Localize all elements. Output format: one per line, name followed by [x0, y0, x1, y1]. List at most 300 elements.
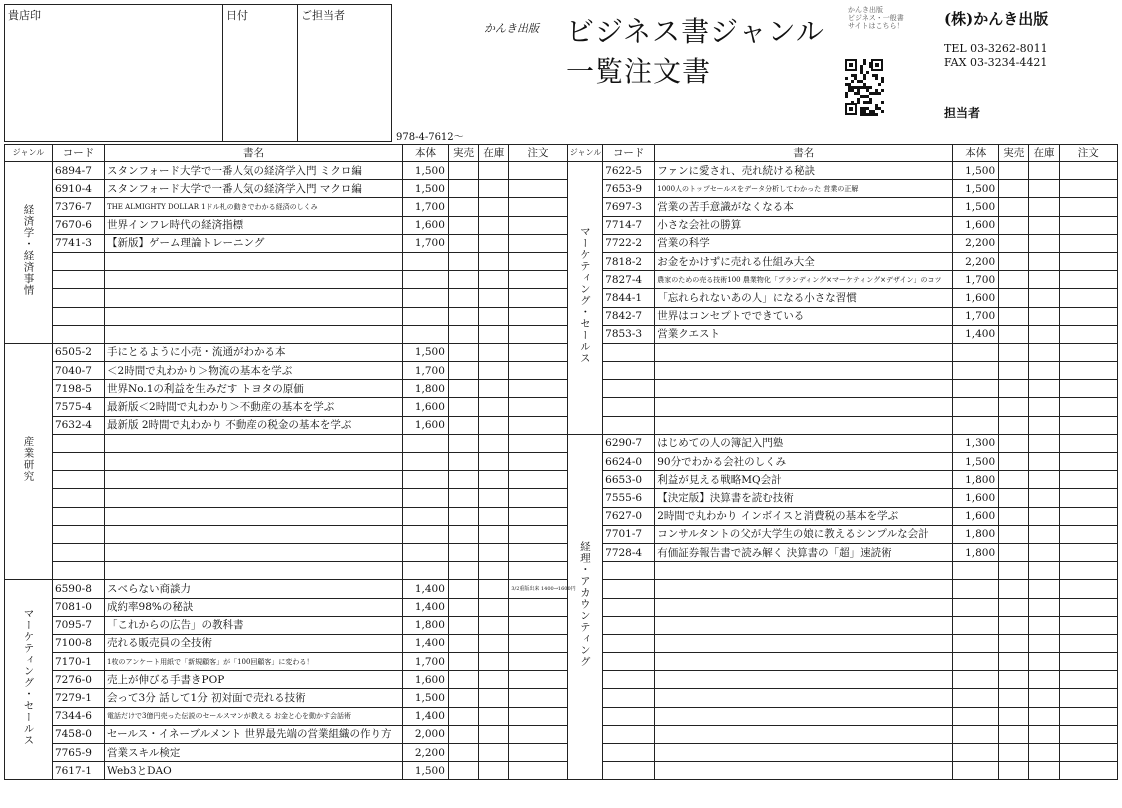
stock-field[interactable]	[1029, 416, 1059, 434]
sold-field[interactable]	[999, 453, 1029, 471]
stock-field[interactable]	[1029, 671, 1059, 689]
sold-field[interactable]	[999, 325, 1029, 343]
book-code: 7818-2	[603, 252, 655, 270]
order-field[interactable]	[1059, 762, 1117, 780]
stock-field[interactable]	[479, 689, 509, 707]
book-code: 7728-4	[603, 543, 655, 561]
col-code: コード	[52, 145, 104, 162]
book-price: 1,500	[403, 689, 449, 707]
stock-field[interactable]	[479, 598, 509, 616]
sold-field[interactable]	[448, 580, 478, 598]
book-price	[403, 289, 449, 307]
order-field[interactable]	[509, 416, 567, 434]
stock-field[interactable]	[1029, 198, 1059, 216]
book-code	[603, 380, 655, 398]
genre-text: 経理・アカウンティング	[578, 541, 591, 668]
stock-field[interactable]	[1029, 689, 1059, 707]
sold-field[interactable]	[448, 216, 478, 234]
book-price: 1,800	[953, 525, 999, 543]
stock-field[interactable]	[479, 453, 509, 471]
sold-field[interactable]	[999, 744, 1029, 762]
sold-field[interactable]	[999, 525, 1029, 543]
order-field[interactable]	[509, 380, 567, 398]
sold-field[interactable]	[999, 598, 1029, 616]
order-field[interactable]	[1059, 634, 1117, 652]
table-row	[5, 398, 1118, 416]
stock-field[interactable]	[1029, 507, 1059, 525]
book-title: 会って3分 話して1分 初対面で売れる技術	[105, 689, 403, 707]
sold-field[interactable]	[999, 653, 1029, 671]
stock-field[interactable]	[479, 289, 509, 307]
sold-field[interactable]	[999, 762, 1029, 780]
sold-field[interactable]	[999, 689, 1029, 707]
stock-field[interactable]	[479, 525, 509, 543]
sold-field[interactable]	[448, 616, 478, 634]
sold-field[interactable]	[999, 380, 1029, 398]
stock-field[interactable]	[479, 634, 509, 652]
book-title	[105, 525, 403, 543]
col-title: 書名	[105, 145, 403, 162]
order-field[interactable]	[1059, 598, 1117, 616]
sold-field[interactable]	[448, 725, 478, 743]
order-field[interactable]	[1059, 616, 1117, 634]
sold-field[interactable]	[999, 252, 1029, 270]
order-field[interactable]	[509, 598, 567, 616]
stock-field[interactable]	[1029, 398, 1059, 416]
table-row	[5, 616, 1118, 634]
order-field[interactable]	[509, 507, 567, 525]
order-field[interactable]	[509, 634, 567, 652]
table-row	[5, 653, 1118, 671]
sold-field[interactable]	[999, 343, 1029, 361]
order-field[interactable]	[509, 434, 567, 452]
sold-field[interactable]	[999, 271, 1029, 289]
stock-field[interactable]	[479, 380, 509, 398]
sold-field[interactable]	[448, 362, 478, 380]
table-row	[5, 471, 1118, 489]
table-row	[5, 271, 1118, 289]
sold-field[interactable]	[999, 398, 1029, 416]
order-field[interactable]	[1059, 325, 1117, 343]
stock-field[interactable]	[479, 162, 509, 180]
stock-field[interactable]	[1029, 562, 1059, 580]
book-price	[403, 271, 449, 289]
book-title: 1000人のトップセールスをデータ分析してわかった 営業の正解	[655, 180, 953, 198]
page-title: ビジネス書ジャンル	[566, 15, 825, 48]
book-code: 7100-8	[52, 634, 104, 652]
order-field[interactable]	[509, 325, 567, 343]
sold-field[interactable]	[999, 562, 1029, 580]
book-code: 7458-0	[52, 725, 104, 743]
sold-field[interactable]	[448, 744, 478, 762]
sold-field[interactable]	[448, 398, 478, 416]
order-field[interactable]	[509, 471, 567, 489]
book-code	[52, 507, 104, 525]
stock-field[interactable]	[1029, 180, 1059, 198]
stock-field[interactable]	[479, 744, 509, 762]
stock-field[interactable]	[479, 271, 509, 289]
sold-field[interactable]	[448, 416, 478, 434]
col-order: 注文	[1059, 145, 1117, 162]
order-field[interactable]	[1059, 725, 1117, 743]
order-field[interactable]	[1059, 343, 1117, 361]
order-field[interactable]	[1059, 471, 1117, 489]
book-title	[105, 434, 403, 452]
book-title	[655, 580, 953, 598]
sold-field[interactable]	[999, 234, 1029, 252]
order-field[interactable]	[509, 707, 567, 725]
order-field[interactable]	[509, 489, 567, 507]
stock-field[interactable]	[479, 198, 509, 216]
sold-field[interactable]	[448, 562, 478, 580]
stock-field[interactable]	[1029, 325, 1059, 343]
sold-field[interactable]	[999, 198, 1029, 216]
book-code	[603, 562, 655, 580]
stock-field[interactable]	[479, 307, 509, 325]
order-field[interactable]	[509, 744, 567, 762]
book-code: 6590-8	[52, 580, 104, 598]
order-field[interactable]	[509, 216, 567, 234]
order-field[interactable]	[509, 198, 567, 216]
table-row	[5, 234, 1118, 252]
sold-field[interactable]	[448, 234, 478, 252]
book-price	[953, 580, 999, 598]
stock-field[interactable]	[479, 325, 509, 343]
sold-field[interactable]	[448, 671, 478, 689]
genre-label	[5, 343, 53, 579]
book-code: 7722-2	[603, 234, 655, 252]
stock-field[interactable]	[479, 762, 509, 780]
order-field[interactable]	[1059, 434, 1117, 452]
stock-field[interactable]	[479, 653, 509, 671]
order-note[interactable]: 3/2重版出来 1400→1600円	[509, 580, 567, 598]
book-code: 7670-6	[52, 216, 104, 234]
stock-field[interactable]	[1029, 343, 1059, 361]
book-code: 7276-0	[52, 671, 104, 689]
book-price	[403, 325, 449, 343]
sold-field[interactable]	[999, 580, 1029, 598]
order-field[interactable]	[509, 162, 567, 180]
book-title	[655, 653, 953, 671]
person-field[interactable]	[298, 5, 393, 141]
stock-field[interactable]	[1029, 762, 1059, 780]
sold-field[interactable]	[448, 162, 478, 180]
stock-field[interactable]	[479, 489, 509, 507]
stock-field[interactable]	[1029, 707, 1059, 725]
sold-field[interactable]	[448, 689, 478, 707]
order-field[interactable]	[1059, 489, 1117, 507]
book-price	[953, 362, 999, 380]
order-field[interactable]	[509, 453, 567, 471]
book-code	[52, 543, 104, 561]
order-field[interactable]	[1059, 562, 1117, 580]
stock-field[interactable]	[1029, 634, 1059, 652]
stock-field[interactable]	[479, 580, 509, 598]
book-title	[655, 762, 953, 780]
order-field[interactable]	[509, 616, 567, 634]
book-price	[953, 616, 999, 634]
sold-field[interactable]	[448, 707, 478, 725]
stock-field[interactable]	[1029, 580, 1059, 598]
table-row	[5, 252, 1118, 270]
book-title: はじめての人の簿記入門塾	[655, 434, 953, 452]
stock-field[interactable]	[1029, 434, 1059, 452]
qr-code-icon[interactable]	[844, 58, 884, 116]
sold-field[interactable]	[448, 507, 478, 525]
order-field[interactable]	[509, 343, 567, 361]
sold-field[interactable]	[448, 489, 478, 507]
book-price	[403, 471, 449, 489]
stock-field[interactable]	[1029, 471, 1059, 489]
book-title	[105, 471, 403, 489]
order-field[interactable]	[509, 562, 567, 580]
book-title	[655, 707, 953, 725]
book-price: 1,600	[403, 398, 449, 416]
order-field[interactable]	[1059, 580, 1117, 598]
sold-field[interactable]	[448, 634, 478, 652]
stock-field[interactable]	[479, 416, 509, 434]
sold-field[interactable]	[999, 307, 1029, 325]
order-field[interactable]	[1059, 380, 1117, 398]
order-field[interactable]	[1059, 525, 1117, 543]
sold-field[interactable]	[999, 707, 1029, 725]
order-field[interactable]	[1059, 453, 1117, 471]
table-row	[5, 689, 1118, 707]
sold-field[interactable]	[448, 325, 478, 343]
book-price	[403, 489, 449, 507]
order-field[interactable]	[1059, 162, 1117, 180]
stock-field[interactable]	[479, 216, 509, 234]
stock-field[interactable]	[479, 543, 509, 561]
book-title	[105, 489, 403, 507]
stock-field[interactable]	[1029, 453, 1059, 471]
order-field[interactable]	[509, 289, 567, 307]
order-field[interactable]	[509, 543, 567, 561]
stock-field[interactable]	[1029, 307, 1059, 325]
book-title: 成約率98%の秘訣	[105, 598, 403, 616]
book-price: 1,800	[953, 471, 999, 489]
stock-field[interactable]	[1029, 216, 1059, 234]
book-price: 1,700	[953, 271, 999, 289]
sold-field[interactable]	[448, 307, 478, 325]
stock-field[interactable]	[479, 252, 509, 270]
sold-field[interactable]	[448, 252, 478, 270]
stock-field[interactable]	[1029, 252, 1059, 270]
order-field[interactable]	[509, 180, 567, 198]
date-field[interactable]	[223, 5, 298, 141]
genre-label	[5, 162, 53, 344]
book-price: 1,800	[403, 380, 449, 398]
sold-field[interactable]	[999, 616, 1029, 634]
sold-field[interactable]	[448, 343, 478, 361]
stock-field[interactable]	[479, 562, 509, 580]
sold-field[interactable]	[999, 489, 1029, 507]
col-stock: 在庫	[479, 145, 509, 162]
order-field[interactable]	[1059, 416, 1117, 434]
book-title	[105, 543, 403, 561]
stock-field[interactable]	[479, 434, 509, 452]
sold-field[interactable]	[999, 216, 1029, 234]
stock-field[interactable]	[479, 671, 509, 689]
sold-field[interactable]	[448, 453, 478, 471]
book-code: 7575-4	[52, 398, 104, 416]
order-field[interactable]	[1059, 252, 1117, 270]
book-code: 7344-6	[52, 707, 104, 725]
sold-field[interactable]	[448, 198, 478, 216]
book-title: 有価証券報告書で読み解く 決算書の「超」速読術	[655, 543, 953, 561]
book-title: 手にとるように小売・流通がわかる本	[105, 343, 403, 361]
book-price	[953, 725, 999, 743]
stock-field[interactable]	[1029, 362, 1059, 380]
sold-field[interactable]	[448, 653, 478, 671]
book-title: 世界はコンセプトでできている	[655, 307, 953, 325]
order-field[interactable]	[509, 252, 567, 270]
order-field[interactable]	[509, 398, 567, 416]
shop-stamp-field[interactable]	[5, 5, 223, 141]
book-price	[953, 634, 999, 652]
col-sold: 実売	[999, 145, 1029, 162]
book-code	[52, 307, 104, 325]
stock-field[interactable]	[1029, 543, 1059, 561]
stock-field[interactable]	[1029, 653, 1059, 671]
stock-field[interactable]	[1029, 744, 1059, 762]
stock-field[interactable]	[479, 471, 509, 489]
sold-field[interactable]	[999, 471, 1029, 489]
book-code	[603, 343, 655, 361]
sold-field[interactable]	[999, 543, 1029, 561]
order-field[interactable]	[1059, 216, 1117, 234]
order-field[interactable]	[509, 725, 567, 743]
stock-field[interactable]	[1029, 234, 1059, 252]
order-field[interactable]	[509, 525, 567, 543]
stock-field[interactable]	[1029, 598, 1059, 616]
order-field[interactable]	[509, 234, 567, 252]
sold-field[interactable]	[999, 362, 1029, 380]
sold-field[interactable]	[448, 271, 478, 289]
sold-field[interactable]	[999, 634, 1029, 652]
order-field[interactable]	[509, 762, 567, 780]
sold-field[interactable]	[448, 289, 478, 307]
stock-field[interactable]	[1029, 380, 1059, 398]
stock-field[interactable]	[479, 398, 509, 416]
order-field[interactable]	[1059, 507, 1117, 525]
stock-field[interactable]	[479, 616, 509, 634]
sold-field[interactable]	[999, 416, 1029, 434]
sold-field[interactable]	[999, 180, 1029, 198]
stock-field[interactable]	[1029, 525, 1059, 543]
book-title	[655, 634, 953, 652]
book-code	[603, 744, 655, 762]
order-table	[4, 144, 1118, 780]
order-field[interactable]	[1059, 398, 1117, 416]
sold-field[interactable]	[999, 725, 1029, 743]
book-price: 1,800	[953, 543, 999, 561]
stock-field[interactable]	[479, 343, 509, 361]
order-field[interactable]	[1059, 689, 1117, 707]
stock-field[interactable]	[1029, 616, 1059, 634]
order-field[interactable]	[1059, 543, 1117, 561]
table-row	[5, 434, 1118, 452]
book-title: ＜2時間で丸わかり＞物流の基本を学ぶ	[105, 362, 403, 380]
order-field[interactable]	[1059, 271, 1117, 289]
book-price	[403, 307, 449, 325]
sold-field[interactable]	[448, 471, 478, 489]
book-price: 1,600	[403, 216, 449, 234]
stock-field[interactable]	[1029, 489, 1059, 507]
table-row	[5, 289, 1118, 307]
book-code	[603, 762, 655, 780]
table-row	[5, 180, 1118, 198]
order-field[interactable]	[509, 362, 567, 380]
order-field[interactable]	[1059, 234, 1117, 252]
tel-number: TEL 03-3262-8011	[944, 42, 1048, 55]
book-code: 7842-7	[603, 307, 655, 325]
stock-field[interactable]	[479, 180, 509, 198]
table-row	[5, 198, 1118, 216]
order-field[interactable]	[509, 689, 567, 707]
order-field[interactable]	[1059, 744, 1117, 762]
stock-field[interactable]	[479, 362, 509, 380]
sold-field[interactable]	[448, 180, 478, 198]
order-field[interactable]	[509, 307, 567, 325]
stock-field[interactable]	[479, 507, 509, 525]
stock-field[interactable]	[1029, 289, 1059, 307]
stock-field[interactable]	[479, 725, 509, 743]
order-field[interactable]	[1059, 289, 1117, 307]
sold-field[interactable]	[448, 380, 478, 398]
sold-field[interactable]	[999, 671, 1029, 689]
sold-field[interactable]	[448, 543, 478, 561]
book-code: 6624-0	[603, 453, 655, 471]
order-field[interactable]	[1059, 671, 1117, 689]
order-field[interactable]	[1059, 180, 1117, 198]
order-field[interactable]	[1059, 653, 1117, 671]
genre-text: 経済学・経済事情	[22, 203, 35, 296]
order-field[interactable]	[1059, 362, 1117, 380]
stock-field[interactable]	[1029, 271, 1059, 289]
stock-field[interactable]	[479, 234, 509, 252]
stock-field[interactable]	[479, 707, 509, 725]
book-price: 1,400	[953, 325, 999, 343]
sold-field[interactable]	[999, 289, 1029, 307]
order-field[interactable]	[509, 653, 567, 671]
book-price: 1,700	[403, 234, 449, 252]
sold-field[interactable]	[448, 762, 478, 780]
table-row	[5, 707, 1118, 725]
col-price: 本体	[403, 145, 449, 162]
book-price	[403, 507, 449, 525]
sold-field[interactable]	[448, 434, 478, 452]
book-price: 2,000	[403, 725, 449, 743]
order-field[interactable]	[509, 671, 567, 689]
sold-field[interactable]	[999, 162, 1029, 180]
order-field[interactable]	[1059, 307, 1117, 325]
sold-field[interactable]	[999, 434, 1029, 452]
book-code: 7198-5	[52, 380, 104, 398]
order-field[interactable]	[1059, 198, 1117, 216]
sold-field[interactable]	[448, 598, 478, 616]
sold-field[interactable]	[448, 525, 478, 543]
stock-field[interactable]	[1029, 725, 1059, 743]
sold-field[interactable]	[999, 507, 1029, 525]
order-field[interactable]	[509, 271, 567, 289]
table-row	[5, 162, 1118, 180]
stock-field[interactable]	[1029, 162, 1059, 180]
book-price	[403, 562, 449, 580]
table-row	[5, 362, 1118, 380]
order-field[interactable]	[1059, 707, 1117, 725]
genre-label	[567, 162, 602, 435]
